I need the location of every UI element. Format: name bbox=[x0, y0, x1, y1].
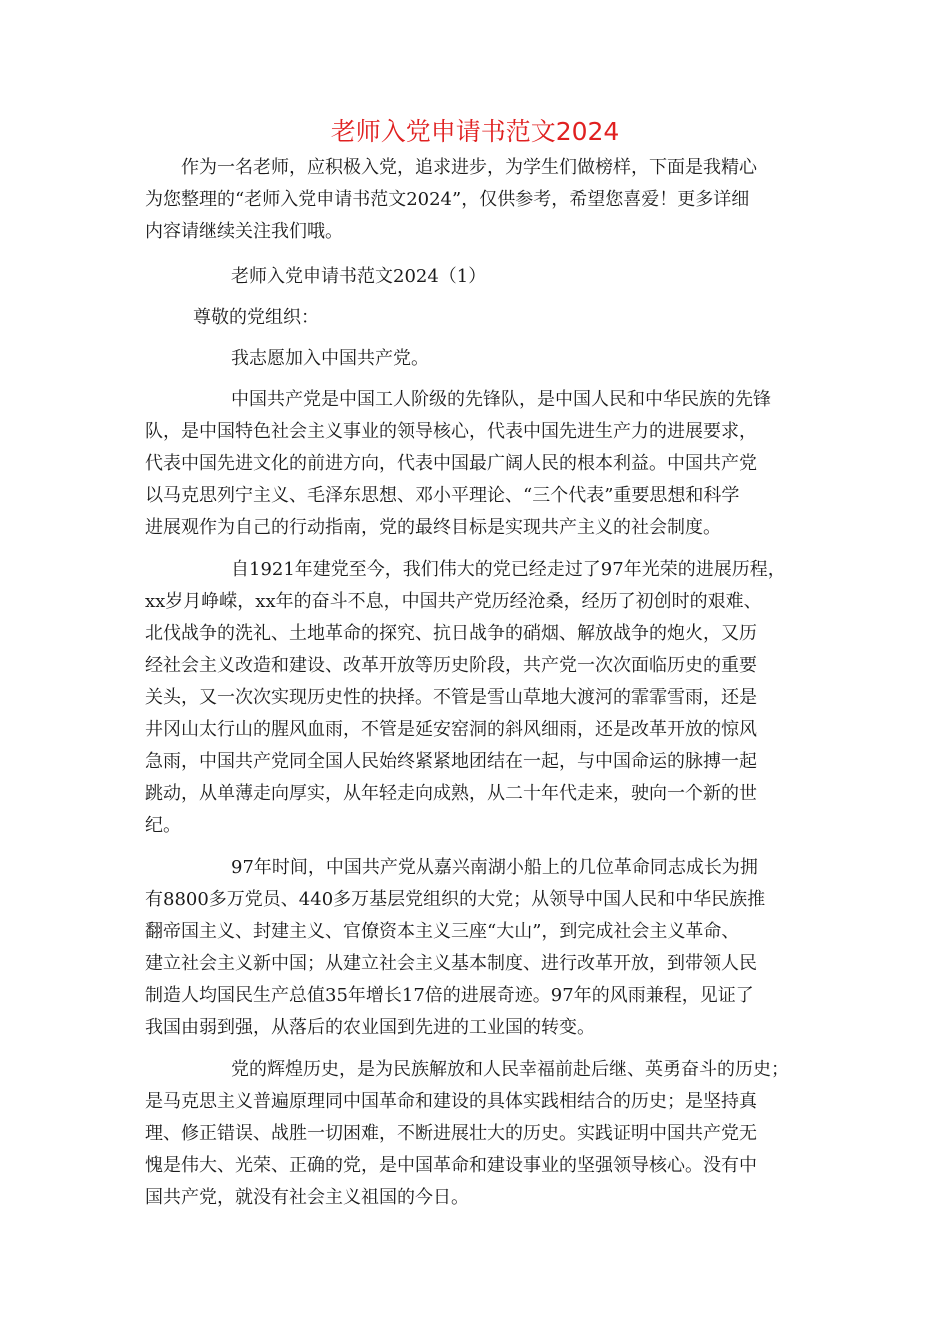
paragraph-line: 我志愿加入中国共产党。 bbox=[231, 348, 429, 369]
paragraph-line: 急雨，中国共产党同全国人民始终紧紧地团结在一起，与中国命运的脉搏一起 bbox=[145, 751, 757, 772]
intro-line: 作为一名老师，应积极入党，追求进步，为学生们做榜样，下面是我精心 bbox=[181, 157, 757, 178]
paragraph-line: 国共产党，就没有社会主义祖国的今日。 bbox=[145, 1187, 469, 1208]
paragraph-line: 以马克思列宁主义、毛泽东思想、邓小平理论、“三个代表”重要思想和科学 bbox=[145, 485, 740, 506]
paragraph-4 bbox=[145, 852, 825, 1044]
salutation-text: 尊敬的党组织： bbox=[193, 307, 319, 328]
paragraph-line: 制造人均国民生产总值35年增长17倍的进展奇迹。97年的风雨兼程，见证了 bbox=[145, 985, 754, 1006]
paragraph-line: 经社会主义改造和建设、改革开放等历史阶段，共产党一次次面临历史的重要 bbox=[145, 655, 757, 676]
paragraph-1 bbox=[145, 343, 825, 375]
paragraph-3 bbox=[145, 554, 825, 842]
paragraph-2 bbox=[145, 384, 825, 544]
paragraph-line: 愧是伟大、光荣、正确的党，是中国革命和建设事业的坚强领导核心。没有中 bbox=[145, 1155, 757, 1176]
paragraph-line: 中国共产党是中国工人阶级的先锋队，是中国人民和中华民族的先锋 bbox=[231, 389, 771, 410]
paragraph-line: 关头，又一次次实现历史性的抉择。不管是雪山草地大渡河的霏霏雪雨，还是 bbox=[145, 687, 757, 708]
salutation bbox=[145, 302, 825, 334]
paragraph-line: 有8800多万党员、440多万基层党组织的大党；从领导中国人民和中华民族推 bbox=[145, 889, 766, 910]
paragraph-line: 翻帝国主义、封建主义、官僚资本主义三座“大山”，到完成社会主义革命、 bbox=[145, 921, 740, 942]
intro-line: 内容请继续关注我们哦。 bbox=[145, 221, 343, 242]
paragraph-line: 进展观作为自己的行动指南，党的最终目标是实现共产主义的社会制度。 bbox=[145, 517, 721, 538]
paragraph-line: 自1921年建党至今，我们伟大的党已经走过了97年光荣的进展历程， bbox=[231, 559, 786, 580]
paragraph-line: 党的辉煌历史，是为民族解放和人民幸福前赴后继、英勇奋斗的历史； bbox=[231, 1059, 789, 1080]
paragraph-line: 北伐战争的洗礼、土地革命的探究、抗日战争的硝烟、解放战争的炮火，又历 bbox=[145, 623, 757, 644]
paragraph-line: 代表中国先进文化的前进方向，代表中国最广阔人民的根本利益。中国共产党 bbox=[145, 453, 757, 474]
intro-line: 为您整理的“老师入党申请书范文2024”，仅供参考，希望您喜爱！更多详细 bbox=[145, 189, 750, 210]
subtitle bbox=[145, 261, 825, 293]
paragraph-line: 纪。 bbox=[145, 815, 181, 836]
paragraph-line: 跳动，从单薄走向厚实，从年轻走向成熟，从二十年代走来，驶向一个新的世 bbox=[145, 783, 757, 804]
paragraph-5 bbox=[145, 1054, 825, 1214]
paragraph-line: xx岁月峥嵘，xx年的奋斗不息，中国共产党历经沧桑，经历了初创时的艰难、 bbox=[145, 591, 762, 612]
subtitle-text: 老师入党申请书范文2024（1） bbox=[231, 266, 487, 287]
paragraph-line: 是马克思主义普遍原理同中国革命和建设的具体实践相结合的历史；是坚持真 bbox=[145, 1091, 757, 1112]
paragraph-line: 队，是中国特色社会主义事业的领导核心，代表中国先进生产力的进展要求， bbox=[145, 421, 757, 442]
paragraph-line: 井冈山太行山的腥风血雨，不管是延安窑洞的斜风细雨，还是改革开放的惊风 bbox=[145, 719, 757, 740]
document-title: 老师入党申请书范文2024 bbox=[330, 117, 620, 146]
intro-paragraph bbox=[145, 152, 825, 248]
paragraph-line: 理、修正错误、战胜一切困难，不断进展壮大的历史。实践证明中国共产党无 bbox=[145, 1123, 757, 1144]
paragraph-line: 建立社会主义新中国；从建立社会主义基本制度、进行改革开放，到带领人民 bbox=[145, 953, 757, 974]
paragraph-line: 97年时间，中国共产党从嘉兴南湖小船上的几位革命同志成长为拥 bbox=[231, 857, 758, 878]
paragraph-line: 我国由弱到强，从落后的农业国到先进的工业国的转变。 bbox=[145, 1017, 595, 1038]
